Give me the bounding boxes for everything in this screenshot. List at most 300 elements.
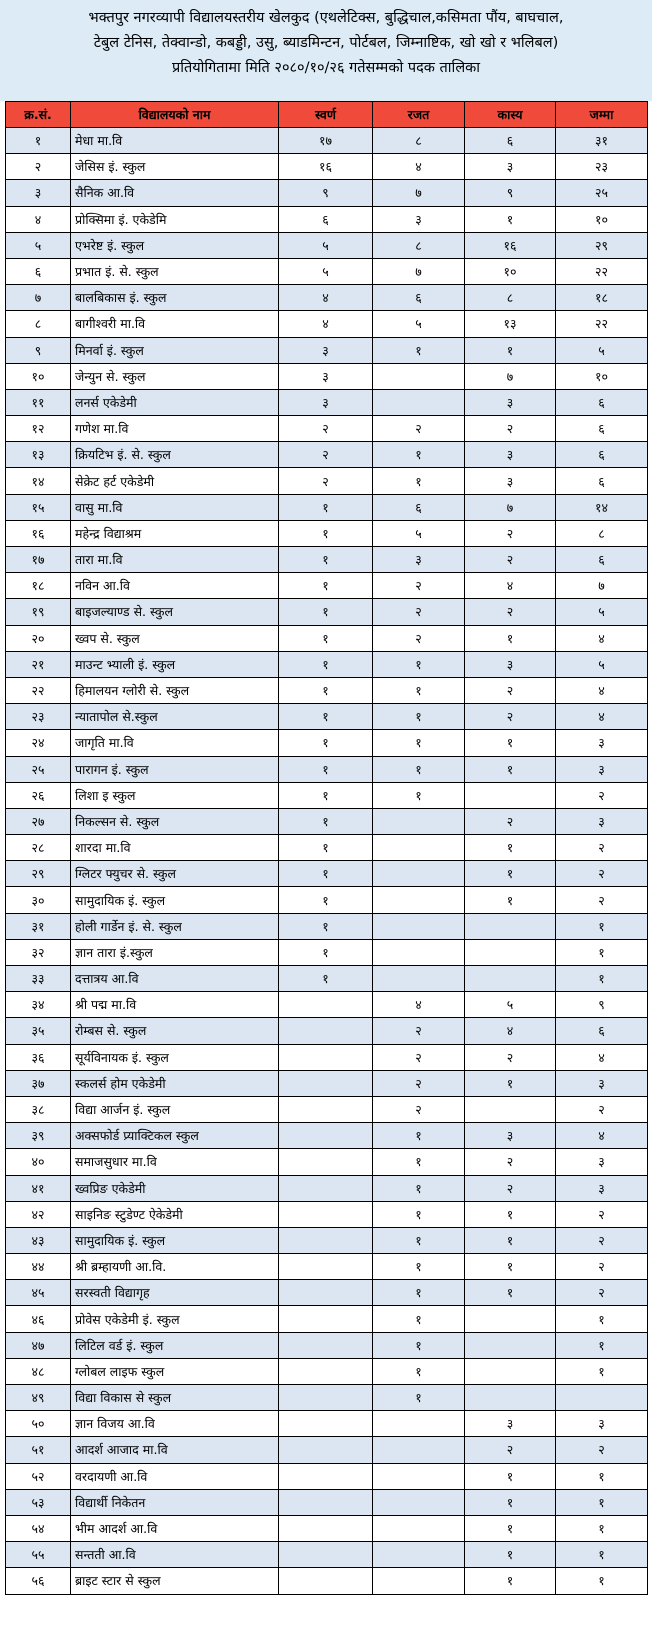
cell-school-name: ख्वप से. स्कुल bbox=[71, 625, 279, 651]
table-row bbox=[6, 782, 648, 808]
cell-bronze: ३ bbox=[465, 651, 556, 677]
cell-silver bbox=[373, 913, 465, 939]
cell-total: ६ bbox=[556, 416, 648, 442]
cell-silver bbox=[373, 939, 465, 965]
cell-gold: १ bbox=[279, 599, 373, 625]
cell-school-name: श्री ब्रम्हायणी आ.वि. bbox=[71, 1254, 279, 1280]
cell-gold bbox=[279, 1044, 373, 1070]
cell-sn: ३० bbox=[6, 887, 71, 913]
cell-sn: ३७ bbox=[6, 1070, 71, 1096]
cell-total: ५ bbox=[556, 599, 648, 625]
table-row bbox=[6, 1463, 648, 1489]
cell-total: १ bbox=[556, 1306, 648, 1332]
cell-school-name: लनर्स एकेडेमी bbox=[71, 389, 279, 415]
cell-bronze: १ bbox=[465, 1542, 556, 1568]
cell-silver: ७ bbox=[373, 180, 465, 206]
cell-total: २ bbox=[556, 1096, 648, 1122]
cell-silver: १ bbox=[373, 1149, 465, 1175]
table-row bbox=[6, 730, 648, 756]
cell-gold bbox=[279, 1542, 373, 1568]
cell-school-name: लिटिल वर्ड इं. स्कुल bbox=[71, 1332, 279, 1358]
cell-total: ४ bbox=[556, 677, 648, 703]
cell-school-name: सरस्वती विद्यागृह bbox=[71, 1280, 279, 1306]
cell-school-name: वासु मा.वि bbox=[71, 494, 279, 520]
cell-bronze: १ bbox=[465, 1489, 556, 1515]
cell-school-name: मिनर्वा इं. स्कुल bbox=[71, 337, 279, 363]
cell-school-name: प्रोक्सिमा इं. एकेडेमि bbox=[71, 206, 279, 232]
cell-bronze: १ bbox=[465, 206, 556, 232]
cell-silver bbox=[373, 1542, 465, 1568]
cell-total: ९ bbox=[556, 992, 648, 1018]
cell-sn: १८ bbox=[6, 573, 71, 599]
cell-gold bbox=[279, 1175, 373, 1201]
cell-sn: २६ bbox=[6, 782, 71, 808]
cell-school-name: ब्राइट स्टार से स्कुल bbox=[71, 1568, 279, 1594]
table-row bbox=[6, 1411, 648, 1437]
cell-sn: १५ bbox=[6, 494, 71, 520]
cell-gold: ४ bbox=[279, 285, 373, 311]
cell-school-name: वरदायणी आ.वि bbox=[71, 1463, 279, 1489]
cell-gold: ९ bbox=[279, 180, 373, 206]
cell-school-name: जेन्युन से. स्कुल bbox=[71, 363, 279, 389]
cell-gold bbox=[279, 1070, 373, 1096]
cell-total: १ bbox=[556, 913, 648, 939]
cell-sn: २ bbox=[6, 154, 71, 180]
cell-school-name: ज्ञान विजय आ.वि bbox=[71, 1411, 279, 1437]
medal-table bbox=[5, 101, 648, 1595]
table-row bbox=[6, 1149, 648, 1175]
table-row bbox=[6, 1096, 648, 1122]
cell-bronze bbox=[465, 1385, 556, 1411]
table-row bbox=[6, 1175, 648, 1201]
cell-sn: ८ bbox=[6, 311, 71, 337]
cell-school-name: समाजसुधार मा.वि bbox=[71, 1149, 279, 1175]
cell-school-name: भीम आदर्श आ.वि bbox=[71, 1515, 279, 1541]
cell-sn: ४८ bbox=[6, 1358, 71, 1384]
cell-total: ३१ bbox=[556, 128, 648, 154]
cell-bronze: १ bbox=[465, 1201, 556, 1227]
table-row bbox=[6, 311, 648, 337]
table-row bbox=[6, 677, 648, 703]
cell-gold: २ bbox=[279, 468, 373, 494]
cell-silver: ५ bbox=[373, 520, 465, 546]
cell-bronze: २ bbox=[465, 547, 556, 573]
cell-gold: १ bbox=[279, 651, 373, 677]
column-header-gold: स्वर्ण bbox=[279, 102, 373, 128]
cell-silver: २ bbox=[373, 1070, 465, 1096]
table-row bbox=[6, 704, 648, 730]
cell-silver: ८ bbox=[373, 128, 465, 154]
cell-sn: २५ bbox=[6, 756, 71, 782]
cell-gold: ३ bbox=[279, 363, 373, 389]
cell-silver: १ bbox=[373, 468, 465, 494]
cell-total: ४ bbox=[556, 625, 648, 651]
cell-total: ६ bbox=[556, 468, 648, 494]
table-row bbox=[6, 756, 648, 782]
cell-bronze: ६ bbox=[465, 128, 556, 154]
cell-silver bbox=[373, 363, 465, 389]
table-row bbox=[6, 1018, 648, 1044]
cell-school-name: श्री पद्म मा.वि bbox=[71, 992, 279, 1018]
cell-silver: ६ bbox=[373, 285, 465, 311]
cell-silver bbox=[373, 861, 465, 887]
table-row bbox=[6, 992, 648, 1018]
cell-bronze: १ bbox=[465, 1070, 556, 1096]
cell-silver: ३ bbox=[373, 547, 465, 573]
table-row bbox=[6, 547, 648, 573]
cell-bronze: १ bbox=[465, 861, 556, 887]
cell-sn: ३४ bbox=[6, 992, 71, 1018]
cell-school-name: प्रभात इं. से. स्कुल bbox=[71, 258, 279, 284]
table-row bbox=[6, 1123, 648, 1149]
cell-bronze: २ bbox=[465, 416, 556, 442]
cell-bronze: १ bbox=[465, 1254, 556, 1280]
cell-total: ३ bbox=[556, 1149, 648, 1175]
cell-silver: १ bbox=[373, 730, 465, 756]
cell-gold bbox=[279, 1201, 373, 1227]
cell-bronze: २ bbox=[465, 1044, 556, 1070]
cell-sn: २८ bbox=[6, 835, 71, 861]
table-row bbox=[6, 861, 648, 887]
cell-gold: १ bbox=[279, 573, 373, 599]
cell-gold bbox=[279, 1332, 373, 1358]
cell-sn: ५४ bbox=[6, 1515, 71, 1541]
cell-gold bbox=[279, 1437, 373, 1463]
cell-total: २ bbox=[556, 782, 648, 808]
cell-gold: ६ bbox=[279, 206, 373, 232]
table-row bbox=[6, 363, 648, 389]
cell-gold: १ bbox=[279, 704, 373, 730]
cell-gold: १ bbox=[279, 835, 373, 861]
cell-school-name: स्कलर्स होम एकेडेमी bbox=[71, 1070, 279, 1096]
cell-bronze: १३ bbox=[465, 311, 556, 337]
cell-silver: २ bbox=[373, 1044, 465, 1070]
cell-total: ६ bbox=[556, 547, 648, 573]
cell-total: ६ bbox=[556, 389, 648, 415]
cell-bronze: २ bbox=[465, 1437, 556, 1463]
cell-total: ६ bbox=[556, 1018, 648, 1044]
cell-bronze: १ bbox=[465, 730, 556, 756]
cell-silver: २ bbox=[373, 1018, 465, 1044]
cell-bronze: १६ bbox=[465, 232, 556, 258]
table-row bbox=[6, 835, 648, 861]
cell-school-name: न्यातापोल से.स्कुल bbox=[71, 704, 279, 730]
table-row bbox=[6, 1515, 648, 1541]
table-row bbox=[6, 1306, 648, 1332]
cell-bronze bbox=[465, 1306, 556, 1332]
table-row bbox=[6, 625, 648, 651]
cell-gold: १६ bbox=[279, 154, 373, 180]
cell-silver: ७ bbox=[373, 258, 465, 284]
cell-sn: ३३ bbox=[6, 966, 71, 992]
cell-sn: २१ bbox=[6, 651, 71, 677]
table-row bbox=[6, 180, 648, 206]
cell-bronze: २ bbox=[465, 1149, 556, 1175]
cell-school-name: ख्वप्रिङ एकेडेमी bbox=[71, 1175, 279, 1201]
cell-gold: १ bbox=[279, 861, 373, 887]
cell-school-name: निकल्सन से. स्कुल bbox=[71, 808, 279, 834]
cell-school-name: जेसिस इं. स्कुल bbox=[71, 154, 279, 180]
cell-silver: १ bbox=[373, 337, 465, 363]
cell-sn: ४६ bbox=[6, 1306, 71, 1332]
cell-sn: ३२ bbox=[6, 939, 71, 965]
cell-bronze: ३ bbox=[465, 468, 556, 494]
cell-school-name: बाइजल्याण्ड से. स्कुल bbox=[71, 599, 279, 625]
cell-total: २ bbox=[556, 1280, 648, 1306]
cell-silver: २ bbox=[373, 599, 465, 625]
table-row bbox=[6, 337, 648, 363]
table-row bbox=[6, 1332, 648, 1358]
cell-silver bbox=[373, 1515, 465, 1541]
cell-gold bbox=[279, 992, 373, 1018]
cell-school-name: महेन्द्र विद्याश्रम bbox=[71, 520, 279, 546]
cell-gold: १ bbox=[279, 730, 373, 756]
cell-total: ३ bbox=[556, 1070, 648, 1096]
cell-total: १ bbox=[556, 1332, 648, 1358]
cell-bronze: १ bbox=[465, 625, 556, 651]
cell-sn: ३१ bbox=[6, 913, 71, 939]
cell-total: ४ bbox=[556, 704, 648, 730]
table-row bbox=[6, 1489, 648, 1515]
cell-bronze: २ bbox=[465, 808, 556, 834]
cell-sn: १० bbox=[6, 363, 71, 389]
cell-bronze: २ bbox=[465, 520, 556, 546]
column-header-total: जम्मा bbox=[556, 102, 648, 128]
table-row bbox=[6, 494, 648, 520]
table-row bbox=[6, 416, 648, 442]
cell-gold bbox=[279, 1149, 373, 1175]
cell-bronze: १ bbox=[465, 337, 556, 363]
cell-total: ५ bbox=[556, 651, 648, 677]
medal-table-body bbox=[6, 128, 648, 1595]
cell-sn: ४० bbox=[6, 1149, 71, 1175]
cell-school-name: ज्ञान तारा इं.स्कुल bbox=[71, 939, 279, 965]
cell-school-name: एभरेष्ट इं. स्कुल bbox=[71, 232, 279, 258]
cell-gold bbox=[279, 1489, 373, 1515]
cell-sn: ३८ bbox=[6, 1096, 71, 1122]
cell-school-name: विद्यार्थी निकेतन bbox=[71, 1489, 279, 1515]
cell-total: ५ bbox=[556, 337, 648, 363]
cell-school-name: ग्लिटर फ्युचर से. स्कुल bbox=[71, 861, 279, 887]
table-row bbox=[6, 232, 648, 258]
cell-sn: १२ bbox=[6, 416, 71, 442]
table-row bbox=[6, 1437, 648, 1463]
cell-sn: १४ bbox=[6, 468, 71, 494]
cell-total: ३ bbox=[556, 1175, 648, 1201]
table-row bbox=[6, 1358, 648, 1384]
cell-silver bbox=[373, 1489, 465, 1515]
cell-total: २ bbox=[556, 1254, 648, 1280]
cell-gold bbox=[279, 1385, 373, 1411]
table-row bbox=[6, 966, 648, 992]
cell-school-name: गणेश मा.वि bbox=[71, 416, 279, 442]
cell-sn: ५२ bbox=[6, 1463, 71, 1489]
table-row bbox=[6, 285, 648, 311]
cell-gold bbox=[279, 1463, 373, 1489]
cell-total: ४ bbox=[556, 1044, 648, 1070]
cell-silver: ६ bbox=[373, 494, 465, 520]
cell-gold bbox=[279, 1227, 373, 1253]
table-row bbox=[6, 913, 648, 939]
cell-silver: १ bbox=[373, 1201, 465, 1227]
cell-gold: ४ bbox=[279, 311, 373, 337]
cell-gold bbox=[279, 1358, 373, 1384]
cell-sn: ११ bbox=[6, 389, 71, 415]
cell-gold bbox=[279, 1568, 373, 1594]
table-row bbox=[6, 1254, 648, 1280]
cell-gold bbox=[279, 1123, 373, 1149]
cell-school-name: जागृति मा.वि bbox=[71, 730, 279, 756]
table-row bbox=[6, 1227, 648, 1253]
cell-total: १० bbox=[556, 363, 648, 389]
cell-silver: १ bbox=[373, 1175, 465, 1201]
cell-gold: २ bbox=[279, 416, 373, 442]
cell-gold: १ bbox=[279, 520, 373, 546]
cell-total: ४ bbox=[556, 1123, 648, 1149]
cell-bronze: ३ bbox=[465, 1411, 556, 1437]
cell-sn: ४३ bbox=[6, 1227, 71, 1253]
cell-sn: ६ bbox=[6, 258, 71, 284]
cell-silver: १ bbox=[373, 1280, 465, 1306]
cell-school-name: होली गार्डेन इं. से. स्कुल bbox=[71, 913, 279, 939]
cell-sn: ४७ bbox=[6, 1332, 71, 1358]
table-header-row bbox=[6, 102, 648, 128]
cell-sn: १९ bbox=[6, 599, 71, 625]
table-row bbox=[6, 1568, 648, 1594]
cell-gold: १ bbox=[279, 782, 373, 808]
cell-school-name: प्रोवेस एकेडेमी इं. स्कुल bbox=[71, 1306, 279, 1332]
cell-sn: ३५ bbox=[6, 1018, 71, 1044]
cell-silver bbox=[373, 835, 465, 861]
cell-bronze bbox=[465, 1358, 556, 1384]
cell-bronze: ३ bbox=[465, 154, 556, 180]
table-row bbox=[6, 520, 648, 546]
cell-silver: ३ bbox=[373, 206, 465, 232]
cell-sn: २४ bbox=[6, 730, 71, 756]
cell-silver bbox=[373, 966, 465, 992]
column-header-silver: रजत bbox=[373, 102, 465, 128]
cell-sn: २० bbox=[6, 625, 71, 651]
cell-school-name: हिमालयन ग्लोरी से. स्कुल bbox=[71, 677, 279, 703]
table-row bbox=[6, 599, 648, 625]
cell-sn: ५१ bbox=[6, 1437, 71, 1463]
cell-sn: ४४ bbox=[6, 1254, 71, 1280]
table-row bbox=[6, 258, 648, 284]
table-row bbox=[6, 1280, 648, 1306]
cell-sn: ५६ bbox=[6, 1568, 71, 1594]
cell-total: २२ bbox=[556, 311, 648, 337]
cell-bronze: १ bbox=[465, 1280, 556, 1306]
cell-total: १ bbox=[556, 966, 648, 992]
cell-school-name: सैनिक आ.वि bbox=[71, 180, 279, 206]
cell-bronze bbox=[465, 966, 556, 992]
cell-bronze: २ bbox=[465, 704, 556, 730]
cell-silver bbox=[373, 1411, 465, 1437]
cell-bronze: १ bbox=[465, 835, 556, 861]
cell-silver: २ bbox=[373, 1096, 465, 1122]
cell-silver: १ bbox=[373, 677, 465, 703]
cell-total: १ bbox=[556, 1358, 648, 1384]
cell-bronze: १ bbox=[465, 1515, 556, 1541]
cell-silver: १ bbox=[373, 1332, 465, 1358]
cell-bronze: १ bbox=[465, 756, 556, 782]
cell-total: १ bbox=[556, 1489, 648, 1515]
cell-total: ३ bbox=[556, 808, 648, 834]
cell-sn: ४२ bbox=[6, 1201, 71, 1227]
cell-bronze: ७ bbox=[465, 494, 556, 520]
cell-silver: १ bbox=[373, 1306, 465, 1332]
cell-school-name: अक्सफोर्ड प्र्याक्टिकल स्कुल bbox=[71, 1123, 279, 1149]
cell-total: ७ bbox=[556, 573, 648, 599]
cell-gold bbox=[279, 1254, 373, 1280]
cell-total bbox=[556, 1385, 648, 1411]
cell-total: ८ bbox=[556, 520, 648, 546]
cell-gold: ३ bbox=[279, 389, 373, 415]
cell-school-name: विद्या आर्जन इं. स्कुल bbox=[71, 1096, 279, 1122]
table-row bbox=[6, 1044, 648, 1070]
cell-gold: १ bbox=[279, 939, 373, 965]
cell-bronze: २ bbox=[465, 677, 556, 703]
cell-sn: २७ bbox=[6, 808, 71, 834]
table-row bbox=[6, 154, 648, 180]
cell-sn: ९ bbox=[6, 337, 71, 363]
cell-bronze bbox=[465, 782, 556, 808]
cell-bronze: १ bbox=[465, 1463, 556, 1489]
cell-gold: ३ bbox=[279, 337, 373, 363]
cell-sn: ३ bbox=[6, 180, 71, 206]
cell-gold: १ bbox=[279, 677, 373, 703]
cell-sn: ३६ bbox=[6, 1044, 71, 1070]
cell-silver: १ bbox=[373, 1385, 465, 1411]
cell-sn: ५३ bbox=[6, 1489, 71, 1515]
cell-bronze: ३ bbox=[465, 442, 556, 468]
cell-gold: १ bbox=[279, 547, 373, 573]
cell-school-name: ग्लोबल लाइफ स्कुल bbox=[71, 1358, 279, 1384]
column-header-bronze: कास्य bbox=[465, 102, 556, 128]
cell-total: २५ bbox=[556, 180, 648, 206]
cell-silver: १ bbox=[373, 756, 465, 782]
document-header bbox=[0, 0, 652, 101]
cell-school-name: सेक्रेट हर्ट एकेडेमी bbox=[71, 468, 279, 494]
header-line-1: भक्तपुर नगरव्यापी विद्यालयस्तरीय खेलकुद (एथलेटिक्स, बुद्धिचाल,कसिमता पौंय, बाघचाल, bbox=[88, 10, 564, 26]
cell-total: २ bbox=[556, 1227, 648, 1253]
cell-total: १४ bbox=[556, 494, 648, 520]
cell-total: १ bbox=[556, 1568, 648, 1594]
cell-bronze bbox=[465, 913, 556, 939]
cell-bronze: ९ bbox=[465, 180, 556, 206]
cell-silver: २ bbox=[373, 625, 465, 651]
cell-total: २ bbox=[556, 887, 648, 913]
cell-silver bbox=[373, 389, 465, 415]
cell-school-name: माउन्ट भ्याली इं. स्कुल bbox=[71, 651, 279, 677]
cell-school-name: नविन आ.वि bbox=[71, 573, 279, 599]
cell-total: १ bbox=[556, 1463, 648, 1489]
cell-school-name: बागीश्वरी मा.वि bbox=[71, 311, 279, 337]
cell-total: ३ bbox=[556, 730, 648, 756]
cell-bronze bbox=[465, 1096, 556, 1122]
cell-gold: २ bbox=[279, 442, 373, 468]
cell-bronze: ४ bbox=[465, 1018, 556, 1044]
cell-sn: ४१ bbox=[6, 1175, 71, 1201]
cell-gold: १ bbox=[279, 966, 373, 992]
column-header-school-name: विद्यालयको नाम bbox=[71, 102, 279, 128]
cell-school-name: दत्तात्रय आ.वि bbox=[71, 966, 279, 992]
cell-bronze: ५ bbox=[465, 992, 556, 1018]
cell-sn: ४ bbox=[6, 206, 71, 232]
cell-bronze: ७ bbox=[465, 363, 556, 389]
cell-silver: २ bbox=[373, 416, 465, 442]
cell-silver bbox=[373, 1568, 465, 1594]
